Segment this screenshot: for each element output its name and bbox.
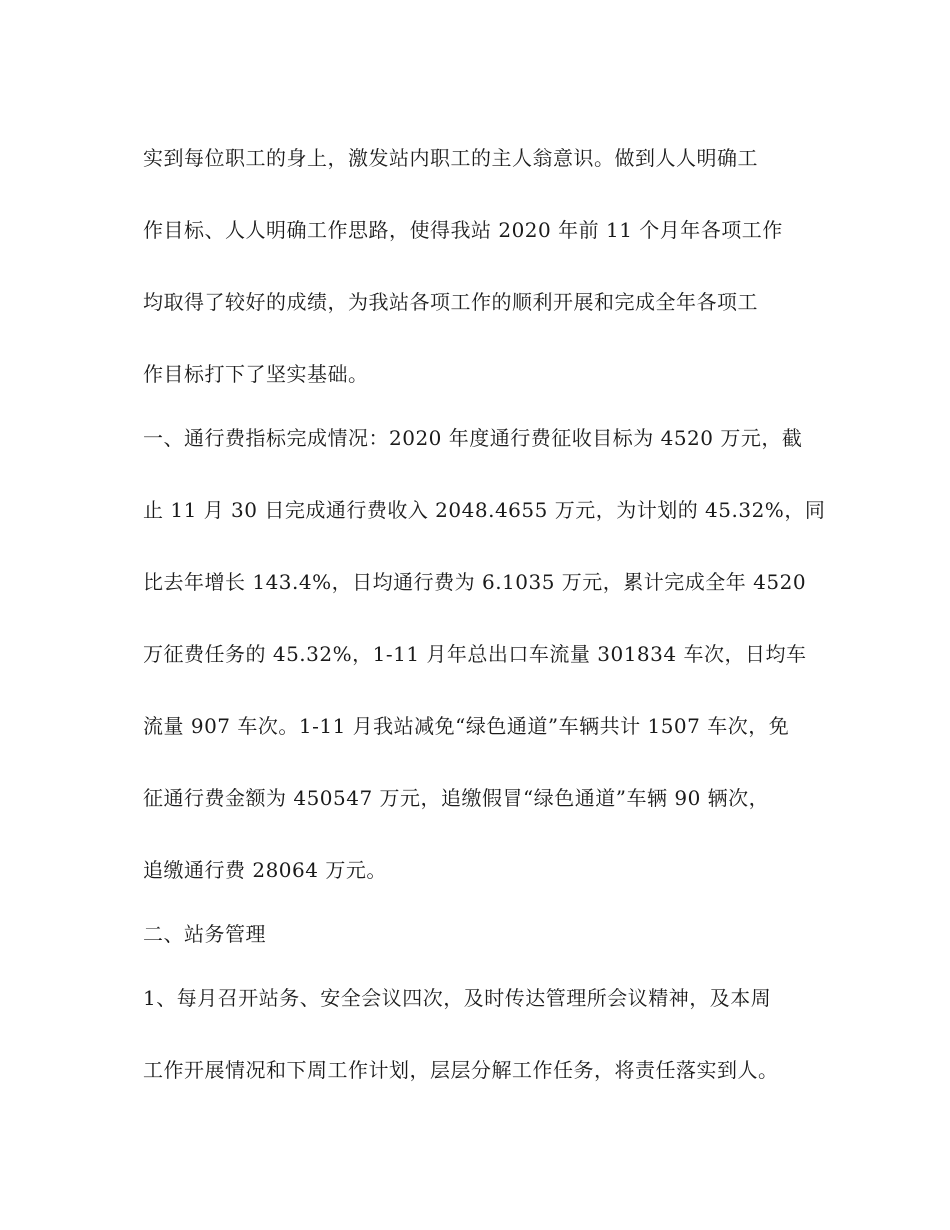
- paragraph-line: 作目标打下了坚实基础。: [143, 362, 369, 386]
- paragraph-line: 实到每位职工的身上，激发站内职工的主人翁意识。做到人人明确工: [143, 146, 758, 170]
- list-item-line: 工作开展情况和下周工作计划，层层分解工作任务，将责任落实到人。: [143, 1058, 779, 1082]
- paragraph-line: 万征费任务的 45.32%，1-11 月年总出口车流量 301834 车次，日均车: [143, 642, 807, 666]
- paragraph-line: 比去年增长 143.4%，日均通行费为 6.1035 万元，累计完成全年 4520: [143, 570, 807, 594]
- section-heading-toll-fee: 一、通行费指标完成情况：2020 年度通行费征收目标为 4520 万元，截: [143, 426, 803, 450]
- paragraph-line: 追缴通行费 28064 万元。: [143, 858, 387, 882]
- section-heading-station-management: 二、站务管理: [143, 922, 266, 946]
- paragraph-line: 流量 907 车次。1-11 月我站减免“绿色通道”车辆共计 1507 车次，免: [143, 714, 790, 738]
- paragraph-line: 征通行费金额为 450547 万元，追缴假冒“绿色通道”车辆 90 辆次，: [143, 786, 770, 810]
- paragraph-line: 止 11 月 30 日完成通行费收入 2048.4655 万元，为计划的 45.32%，同: [143, 498, 826, 522]
- paragraph-line: 作目标、人人明确工作思路，使得我站 2020 年前 11 个月年各项工作: [143, 218, 783, 242]
- list-item-line: 1、每月召开站务、安全会议四次，及时传达管理所会议精神，及本周: [143, 986, 772, 1010]
- paragraph-line: 均取得了较好的成绩，为我站各项工作的顺利开展和完成全年各项工: [143, 290, 758, 314]
